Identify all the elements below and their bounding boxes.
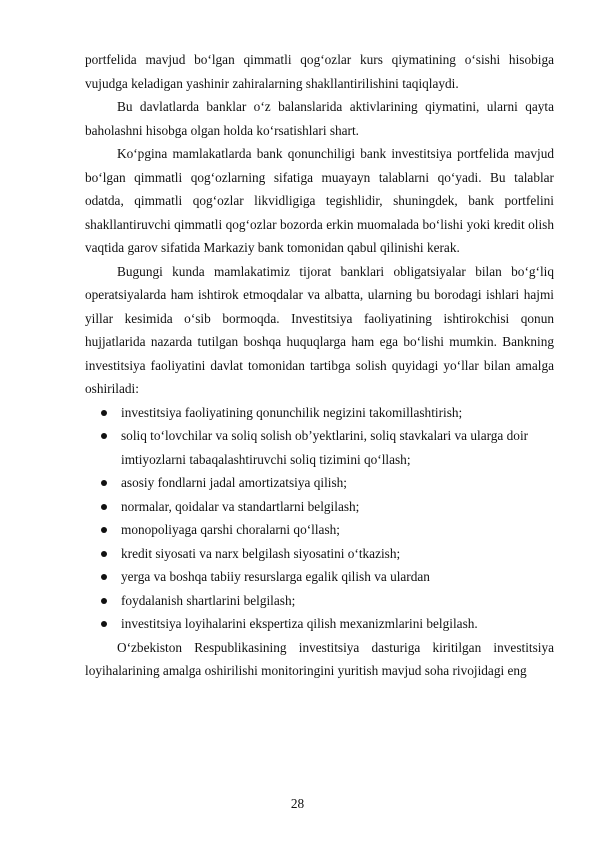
list-item-text: foydalanish shartlarini belgilash; bbox=[121, 592, 296, 608]
list-item bbox=[85, 589, 554, 613]
bullet-icon bbox=[101, 621, 107, 627]
bullet-icon bbox=[101, 480, 107, 486]
document-page bbox=[85, 48, 554, 683]
list-item bbox=[85, 401, 554, 425]
bullet-list bbox=[85, 401, 554, 636]
list-item bbox=[85, 612, 554, 636]
bullet-icon bbox=[101, 433, 107, 439]
list-item bbox=[85, 471, 554, 495]
list-item-text: monopoliyaga qarshi choralarni qo‘llash; bbox=[121, 522, 340, 537]
bullet-icon bbox=[101, 527, 107, 533]
list-item-text: investitsiya loyihalarini ekspertiza qilish mexanizmlarini belgilash. bbox=[121, 616, 478, 631]
bullet-icon bbox=[101, 598, 107, 604]
list-item bbox=[85, 495, 554, 519]
paragraph-1: portfelida mavjud bo‘lgan qimmatli qog‘ozlar kurs qiymatining o‘sishi hisobiga vujudga keladigan yashinir zahiralarning shakllantirilishini taqiqlaydi. bbox=[85, 52, 554, 91]
bullet-icon bbox=[101, 410, 107, 416]
list-item-text: yerga va boshqa tabiiy resurslarga egalik qilish va ulardan bbox=[121, 569, 430, 584]
list-item-text: soliq to‘lovchilar va soliq solish ob’yektlarini, soliq stavkalari va ularga doir imtiyozlarni tabaqalashtiruvchi soliq tizimini qo‘llash; bbox=[121, 428, 529, 467]
list-item-text: investitsiya faoliyatining qonunchilik negizini takomillashtirish; bbox=[121, 404, 463, 420]
bullet-icon bbox=[101, 574, 107, 580]
list-item-text: kredit siyosati va narx belgilash siyosatini o‘tkazish; bbox=[121, 545, 401, 561]
list-item-text: asosiy fondlarni jadal amortizatsiya qilish; bbox=[121, 475, 347, 490]
paragraph-2: Bu davlatlarda banklar o‘z balanslarida aktivlarining qiymatini, ularni qayta baholashni hisobga olgan holda ko‘rsatishlari shart. bbox=[85, 99, 554, 138]
list-item bbox=[85, 518, 554, 542]
list-item-text: normalar, qoidalar va standartlarni belgilash; bbox=[121, 498, 360, 514]
list-item bbox=[85, 424, 554, 471]
paragraph-4: Bugungi kunda mamlakatimiz tijorat banklari obligatsiyalar bilan bo‘g‘liq operatsiyalarda ham ishtirok etmoqdalar va albatta, ularning bu borodagi ishlari hajmi yillar kesimida o‘sib bormoqda. Investitsiya faoliyatining ishtirokchisi qonun hujjatlarida nazarda tutilgan boshqa huquqlarga ham ega bo‘lishi mumkin. Bankning investitsiya faoliyatini davlat tomonidan tartibga solish quyidagi yo‘llar bilan amalga oshiriladi: bbox=[85, 263, 554, 396]
bullet-icon bbox=[101, 551, 107, 557]
paragraph-5: O‘zbekiston Respublikasining investitsiya dasturiga kiritilgan investitsiya loyihalarining amalga oshirilishi monitoringini yuritish mavjud soha rivojidagi eng bbox=[85, 639, 554, 678]
paragraph-3: Ko‘pgina mamlakatlarda bank qonunchiligi bank investitsiya portfelida mavjud bo‘lgan qimmatli qog‘ozlarning sifatiga muayayn talablarni qo‘yadi. Bu talablar odatda, qimmatli qog‘ozlar likvidligiga tegishlidir, shuningdek, bank portfelini shakllantiruvchi qimmatli qog‘ozlar bozorda erkin muomalada bo‘lishi yoki kredit olish vaqtida garov sifatida Markaziy bank tomonidan qabul qilinishi kerak. bbox=[85, 146, 554, 255]
page-number: 28 bbox=[290, 796, 305, 811]
list-item bbox=[85, 542, 554, 566]
bullet-icon bbox=[101, 504, 107, 510]
list-item bbox=[85, 565, 554, 589]
